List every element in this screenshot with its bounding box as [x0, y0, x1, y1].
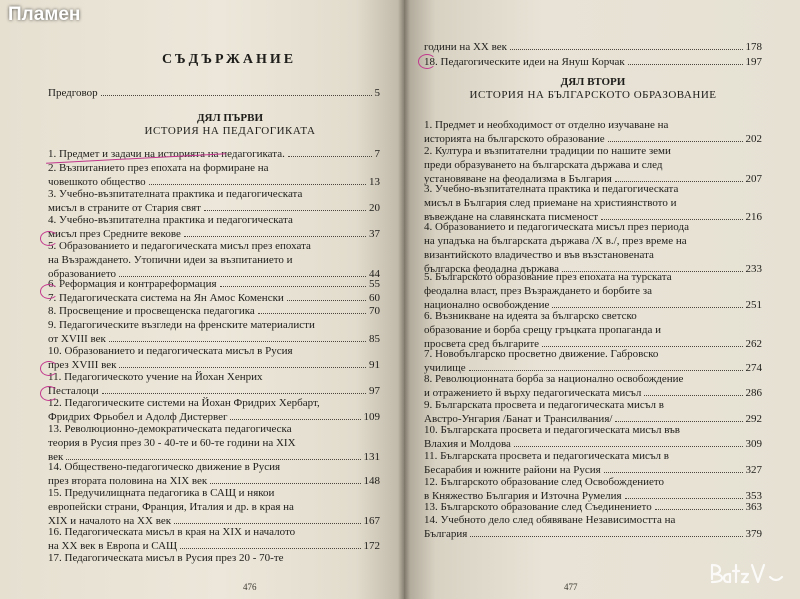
toc-entry-line: 5. Образованието и педагогическата мисъл през епохата — [48, 239, 311, 252]
left-toc-entry — [48, 187, 380, 215]
toc-entry-page: 7 — [374, 148, 380, 160]
toc-entry-page: 251 — [745, 299, 762, 312]
left-toc-entry — [48, 318, 380, 346]
toc-entry-line: установяване на феодализма в България — [424, 172, 612, 185]
toc-entry-page: 44 — [369, 267, 380, 280]
toc-entry-line: 10. Българската просвета и педагогическата мисъл във — [424, 424, 681, 437]
toc-entry-line: 11. Българската просвета и педагогическата мисъл в — [424, 450, 669, 462]
toc-entry-page: 70 — [369, 305, 380, 318]
toc-entry-page: 207 — [745, 172, 762, 185]
toc-entry-line: византийското владичество и във възстановената — [424, 248, 654, 261]
right-page — [404, 0, 800, 599]
right-page-number: 477 — [564, 582, 578, 592]
left-toc-entry — [48, 213, 380, 241]
toc-entry-line: 2. Култура и възпитателни традиции по нашите земи — [424, 144, 671, 157]
left-toc-entry — [48, 370, 380, 398]
toc-entry-line: теория в Русия през 30 - 40-те и 60-те години на XIX — [48, 436, 296, 449]
section-one-heading: ДЯЛ ПЪРВИ ИСТОРИЯ НА ПЕДАГОГИКАТА — [144, 112, 316, 137]
toc-entry-line: 9. Педагогическите възгледи на френските материалисти — [48, 318, 315, 331]
toc-entry-line: образованието — [48, 267, 117, 280]
toc-entry-page: 363 — [745, 501, 762, 514]
left-toc-entry — [48, 486, 380, 528]
toc-entry-line: мисъл през Средните векове — [48, 227, 181, 240]
toc-entry-line: през XVIII век — [48, 358, 117, 371]
toc-entry-line: 1. Предмет и задачи на историята на педагогиката. — [48, 148, 285, 160]
right-top-toc-entry — [424, 40, 762, 54]
left-toc-entry — [48, 344, 380, 372]
toc-entry-line: 6. Възникване на идеята за българско светско — [424, 309, 637, 322]
toc-entry-line: 14. Обществено-педагогическо движение в Русия — [48, 461, 281, 474]
toc-entry-line: Австро-Унгария /Банат и Трансилвания/ — [424, 412, 613, 425]
toc-entry-line: преди образуването на българската държава и след — [424, 158, 663, 171]
toc-entry-line: България — [424, 528, 468, 541]
toc-title: СЪДЪРЖАНИЕ — [162, 52, 297, 67]
toc-entry-line: 10. Образованието и педагогическата мисъл в Русия — [48, 344, 293, 357]
toc-entry-line: училище — [424, 361, 466, 374]
right-toc-entry — [424, 500, 762, 514]
toc-entry-line: 12. Българското образование след Освобождението — [424, 475, 665, 488]
toc-entry-line: 8. Революционната борба за национално освобождение — [424, 373, 684, 386]
toc-entry-line: 12. Педагогическите системи на Йохан Фридрих Хербарт, — [48, 396, 320, 409]
right-top-toc-entry — [424, 55, 762, 69]
right-toc-entry — [424, 372, 762, 400]
toc-entry-page: 167 — [363, 515, 380, 528]
toc-entry-line: през втората половина на XIX век — [48, 475, 208, 488]
toc-entry-line: Влахия и Молдова — [424, 438, 511, 451]
left-toc-entry — [48, 291, 380, 305]
toc-entry-line: 2. Възпитанието през епохата на формиране на — [48, 161, 269, 174]
toc-entry-line: на упадъка на българската държава /X в./, през време на — [424, 234, 687, 247]
toc-entry-page: 109 — [363, 410, 380, 423]
right-toc-entry — [424, 513, 762, 541]
toc-entry-page: 216 — [745, 210, 762, 223]
toc-entry-page: 20 — [369, 201, 380, 214]
toc-entry-line: въвеждане на славянската писменост — [424, 210, 599, 223]
toc-entry-line: 4. Учебно-възпитателна практика и педагогическата — [48, 213, 293, 226]
toc-entry-line: 16. Педагогическата мисъл в края на XIX и началото — [48, 525, 296, 538]
left-toc-entry — [48, 304, 380, 318]
toc-entry-page: 37 — [369, 227, 380, 240]
right-toc-entry — [424, 220, 762, 276]
toc-entry-line: историята на българското образование — [424, 133, 605, 145]
preface-page: 5 — [374, 87, 380, 99]
toc-entry-line: Бесарабия и южните райони на Русия — [424, 464, 601, 476]
toc-entry-line: 7. Педагогическата система на Ян Амос Коменски — [48, 291, 284, 304]
toc-entry-line: Песталоци — [48, 384, 99, 397]
toc-entry-page: 197 — [745, 56, 762, 68]
toc-entry-page: 379 — [745, 528, 762, 541]
toc-entry-line: българска феодална държава — [424, 262, 560, 275]
toc-entry-page: 327 — [745, 464, 762, 476]
left-toc-entry — [48, 551, 380, 565]
toc-entry-page: 97 — [369, 384, 380, 397]
toc-entry-line: 1. Предмет и необходимост от отделно изучаване на — [424, 119, 669, 131]
toc-entry-line: 15. Предучилищната педагогика в САЩ и някои — [48, 487, 275, 500]
toc-entry-page: 292 — [745, 412, 762, 425]
right-toc-entry — [424, 309, 762, 351]
toc-entry-line: в Княжество България и Източна Румелия — [424, 489, 622, 502]
toc-entry-page: 131 — [363, 450, 380, 463]
toc-entry-line: 7. Новобългарско просветно движение. Габровско — [424, 347, 659, 360]
toc-entry-line: мисъл в България след приемане на християнството и — [424, 196, 677, 209]
right-toc-entry — [424, 449, 762, 477]
toc-entry-page: 91 — [369, 358, 380, 371]
toc-entry-line: европейски страни, Франция, Италия и др. в края на — [48, 501, 294, 514]
toc-entry-page: 262 — [745, 337, 762, 350]
toc-entry-line: на Възраждането. Утопични идеи за възпитанието и — [48, 253, 293, 266]
toc-entry-line: на XX век в Европа и САЩ — [48, 539, 178, 552]
toc-entry-line: мисъл в страните от Стария свят — [48, 201, 201, 214]
pen-mark-7 — [40, 284, 58, 299]
right-toc-entry — [424, 423, 762, 451]
right-toc-entry — [424, 347, 762, 375]
right-toc-entry — [424, 118, 762, 146]
toc-entry-page: 353 — [745, 489, 762, 502]
toc-entry-line: 8. Просвещение и просвещенска педагогика — [48, 305, 255, 318]
toc-entry-line: просвета сред българите — [424, 337, 540, 350]
toc-entry-page: 85 — [369, 332, 380, 345]
preface-entry — [48, 86, 380, 100]
toc-entry-line: 4. Образованието и педагогическата мисъл през периода — [424, 220, 689, 233]
toc-entry-line: образование и борба срещу гръцката пропаганда и — [424, 323, 662, 336]
left-toc-entry — [48, 525, 380, 553]
toc-entry-line: XIX и началото на XX век — [48, 515, 172, 528]
toc-entry-line: 6. Реформация и контрареформация — [48, 278, 217, 290]
toc-entry-line: 3. Учебно-възпитателната практика и педагогическата — [48, 187, 303, 200]
toc-entry-page: 178 — [745, 41, 762, 53]
toc-entry-line: 3. Учебно-възпитателната практика и педагогическата — [424, 182, 679, 195]
toc-entry-line: 13. Българското образование след Съединението — [424, 501, 652, 514]
section-two-heading: ДЯЛ ВТОРИ ИСТОРИЯ НА БЪЛГАРСКОТО ОБРАЗОВАНИЕ — [469, 76, 717, 101]
pen-mark-18 — [418, 54, 436, 69]
toc-entry-page: 309 — [745, 438, 762, 451]
toc-entry-line: и отражението й върху педагогическата мисъл — [424, 387, 642, 400]
toc-entry-line: 17. Педагогическата мисъл в Русия през 20 - 70-те — [48, 551, 284, 564]
left-page-number: 476 — [243, 582, 257, 592]
left-toc-entry — [48, 396, 380, 424]
toc-entry-line: години на XX век — [424, 41, 507, 53]
right-toc-entry — [424, 475, 762, 503]
right-toc-entry — [424, 144, 762, 186]
pen-mark-5 — [40, 231, 58, 246]
right-toc-entry — [424, 270, 762, 312]
toc-entry-line: човешкото общество — [48, 175, 146, 188]
toc-entry-line: Фридрих Фрьобел и Адолф Дистервег — [48, 410, 228, 423]
toc-entry-page: 286 — [745, 387, 762, 400]
toc-entry-line: век — [48, 450, 64, 463]
toc-entry-line: феодална власт, през Възраждането и борбите за — [424, 285, 652, 298]
toc-entry-line: 13. Революционно-демократическата педагогическа — [48, 422, 292, 435]
left-toc-entry — [48, 239, 380, 281]
left-toc-entry — [48, 161, 380, 189]
toc-entry-line: от XVIII век — [48, 332, 106, 345]
book-gutter — [398, 0, 410, 599]
pen-mark-11 — [40, 361, 58, 376]
toc-entry-page: 60 — [369, 291, 380, 304]
toc-entry-line: 5. Българското образование през епохата на турската — [424, 271, 672, 284]
toc-entry-line: 11. Педагогическото учение на Йохан Хенрих — [48, 370, 263, 383]
toc-entry-line: национално освобождение — [424, 299, 550, 312]
toc-entry-page: 13 — [369, 175, 380, 188]
left-toc-entry — [48, 422, 380, 464]
toc-entry-page: 55 — [369, 278, 380, 290]
brand-logo: Пламен — [8, 4, 81, 25]
toc-entry-page: 233 — [745, 262, 762, 275]
left-toc-entry — [48, 277, 380, 291]
watermark-logo — [706, 553, 792, 593]
toc-entry-page: 274 — [745, 361, 762, 374]
left-toc-entry — [48, 460, 380, 488]
right-toc-entry — [424, 182, 762, 224]
toc-entry-page: 202 — [745, 133, 762, 145]
toc-entry-line: 18. Педагогическите идеи на Януш Корчак — [424, 56, 625, 68]
toc-entry-line: 14. Учебното дело след обявяване Независимостта на — [424, 514, 676, 527]
toc-entry-page: 148 — [363, 475, 380, 488]
pen-mark-12 — [40, 386, 58, 401]
toc-entry-page: 172 — [363, 539, 380, 552]
right-toc-entry — [424, 398, 762, 426]
preface-text: Предговор — [48, 87, 98, 99]
toc-entry-line: 9. Българската просвета и педагогическата мисъл в — [424, 398, 664, 411]
